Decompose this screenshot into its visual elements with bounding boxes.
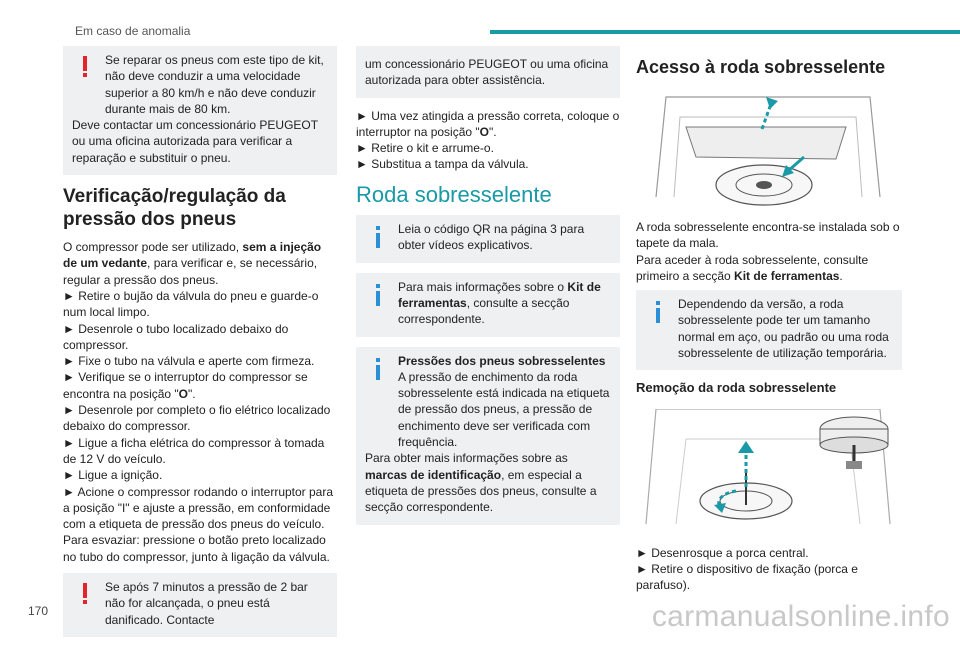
- subheading-remove-spare: Remoção da roda sobresselente: [636, 380, 837, 396]
- warning-text: Se reparar os pneus com este tipo de kit, não deve conduzir a uma velocidade superior a 80 km/h e não deve conduzir durante mais de 80 km.: [105, 53, 324, 116]
- step-item: ► Retire o kit e arrume-o.: [356, 141, 494, 156]
- info-box: [356, 347, 620, 525]
- info-icon: [370, 225, 386, 249]
- warning-box-continued: [356, 46, 620, 98]
- warning-text: Se após 7 minutos a pressão de 2 bar não for alcançada, o pneu está danificado. Contacte: [105, 580, 308, 627]
- info-text: Dependendo da versão, a roda sobresselente pode ter um tamanho normal em aço, ou padrão ou uma roda sobresselente de utilização temporária.: [678, 297, 889, 361]
- paragraph: Para aceder à roda sobresselente, consulte primeiro a secção Kit de ferramentas.: [636, 252, 869, 283]
- column-1: [63, 46, 337, 647]
- warning-box: [63, 46, 337, 175]
- info-box: [636, 290, 902, 370]
- step-item: ► Retire o dispositivo de fixação (porca e parafuso).: [636, 561, 858, 593]
- step-item: ► Verifique se o interruptor do compressor se encontra na posição "O".: [63, 370, 308, 401]
- info-box: [356, 215, 620, 263]
- header-accent-bar: [490, 30, 960, 34]
- column-2: [356, 46, 620, 535]
- step-item: ► Substitua a tampa da válvula.: [356, 157, 529, 172]
- warning-text-2: Deve contactar um concessionário PEUGEOT ou uma oficina autorizada para verificar a reparação e substituir o pneu.: [72, 118, 318, 165]
- trunk-illustration: [636, 87, 900, 207]
- step-item: ► Fixe o tubo na válvula e aperte com firmeza.: [63, 354, 315, 369]
- step-item: ► Acione o compressor rodando o interruptor para a posição "I" e ajuste a pressão, em conformidade com a etiqueta de pressão dos pneus do veículo. Para esvaziar: pressione o botão preto localizado no tubo do compressor, junto à ligação da válvula.: [63, 484, 334, 564]
- warning-box-2: [63, 573, 337, 637]
- heading-access-spare: Acesso à roda sobresselente: [636, 57, 886, 77]
- info-text-2: Para obter mais informações sobre as marcas de identificação, em especial a etiqueta de pressões dos pneus, consulte a secção correspondente.: [365, 451, 597, 515]
- step-item: ► Desenrole por completo o fio elétrico localizado debaixo do compressor.: [63, 403, 331, 434]
- info-text: Leia o código QR na página 3 para obter vídeos explicativos.: [398, 222, 585, 253]
- watermark: carmanualsonline.info: [651, 600, 950, 633]
- warning-icon: [77, 55, 93, 79]
- info-box: [356, 273, 620, 337]
- step-item: ► Desenrole o tubo localizado debaixo do compressor.: [63, 321, 289, 352]
- intro-paragraph: O compressor pode ser utilizado, sem a injeção de um vedante, para verificar e, se necessário, regular a pressão dos pneus.: [63, 240, 322, 287]
- info-icon: [370, 357, 386, 381]
- heading-pressure: Verificação/regulação da pressão dos pneus: [63, 186, 286, 231]
- paragraph: A roda sobresselente encontra-se instalada sob o tapete da mala.: [636, 220, 900, 251]
- step-item: ► Retire o bujão da válvula do pneu e guarde-o num local limpo.: [63, 288, 319, 320]
- info-title: Pressões dos pneus sobresselentes: [398, 353, 606, 368]
- page-number: 170: [28, 604, 49, 618]
- info-text: A pressão de enchimento da roda sobresselente está indicada na etiqueta de pressão dos pneus, a pressão de enchimento deve ser verificada com frequência.: [398, 369, 610, 450]
- warning-icon: [77, 582, 93, 606]
- heading-spare-wheel: Roda sobresselente: [356, 181, 552, 207]
- step-item: ► Ligue a ignição.: [63, 468, 163, 483]
- step-item: ► Ligue a ficha elétrica do compressor à tomada de 12 V do veículo.: [63, 435, 325, 466]
- section-title: Em caso de anomalia: [75, 24, 191, 38]
- step-item: ► Uma vez atingida a pressão correta, coloque o interruptor na posição "O".: [356, 108, 620, 139]
- warning-text-cont: um concessionário PEUGEOT ou uma oficina autorizada para obter assistência.: [365, 57, 609, 88]
- info-icon: [650, 300, 666, 324]
- column-3: [636, 46, 902, 594]
- spare-removal-illustration: [636, 409, 900, 529]
- info-text: Para mais informações sobre o Kit de ferramentas, consulte a secção correspondente.: [398, 279, 601, 327]
- step-item: ► Desenrosque a porca central.: [636, 545, 809, 560]
- info-icon: [370, 283, 386, 307]
